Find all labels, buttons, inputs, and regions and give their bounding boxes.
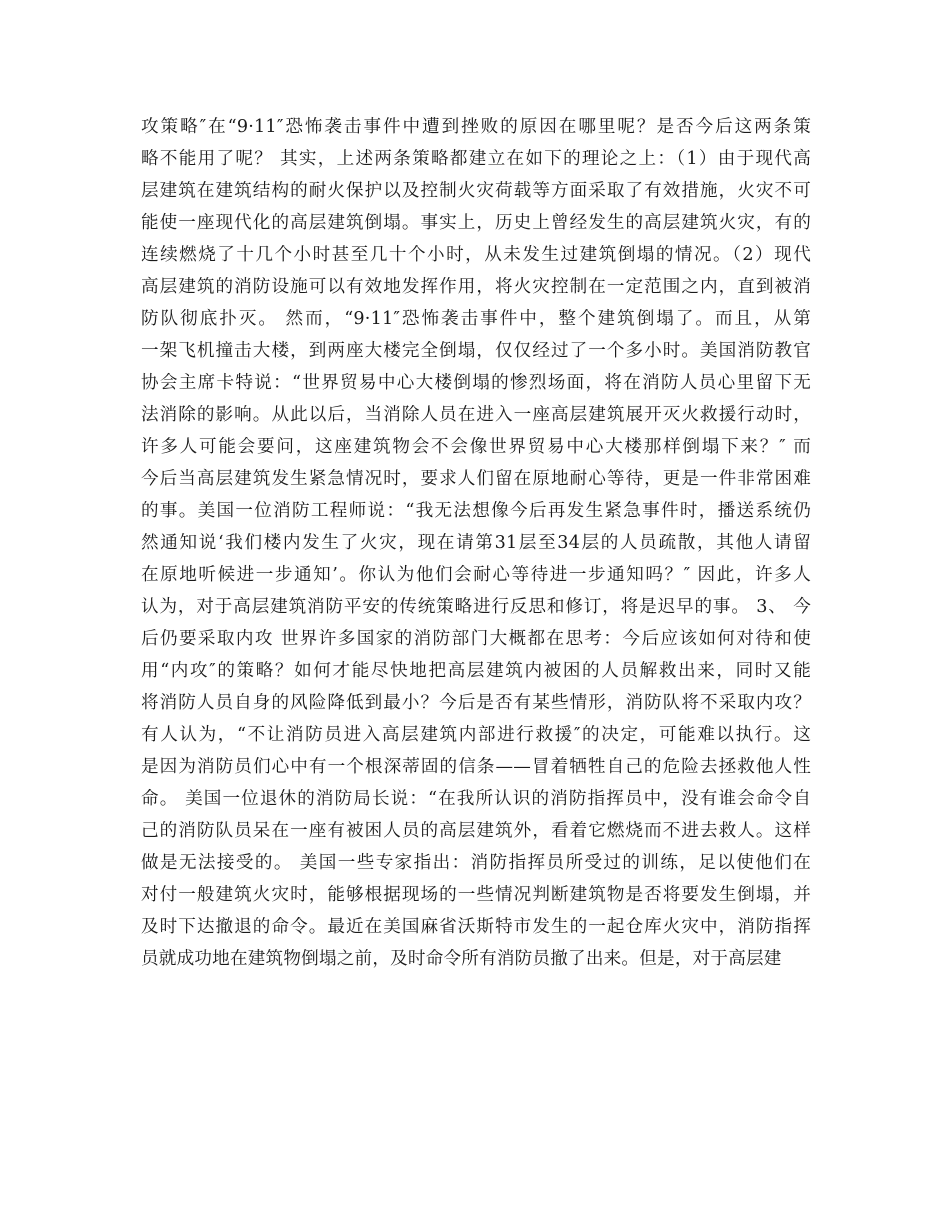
text-line: 己的消防队员呆在一座有被困人员的高层建筑外，看着它燃烧而不进去救人。这样: [141, 821, 811, 841]
text-line: 的事。美国一位消防工程师说：“我无法想像今后再发生紧急事件时，播送系统仍: [141, 501, 811, 521]
body-text: [141, 111, 811, 975]
text-line: 用“内攻″的策略？如何才能尽快地把高层建筑内被困的人员解救出来，同时又能: [141, 661, 811, 681]
text-line: 将消防人员自身的风险降低到最小？今后是否有某些情形，消防队将不采取内攻？: [141, 693, 811, 713]
text-line: 能使一座现代化的高层建筑倒塌。事实上，历史上曾经发生的高层建筑火灾，有的: [141, 213, 811, 233]
text-line: 及时下达撤退的命令。最近在美国麻省沃斯特市发生的一起仓库火灾中，消防指挥: [141, 917, 811, 937]
text-line: 法消除的影响。从此以后，当消除人员在进入一座高层建筑展开灭火救援行动时，: [141, 405, 811, 425]
text-line: 然通知说‘我们楼内发生了火灾，现在请第31层至34层的人员疏散，其他人请留: [141, 533, 811, 553]
text-line: 攻策略″在“9·11″恐怖袭击事件中遭到挫败的原因在哪里呢？是否今后这两条策: [141, 117, 811, 137]
text-line: 做是无法接受的。 美国一些专家指出：消防指挥员所受过的训练，足以使他们在: [141, 853, 811, 873]
text-line: 许多人可能会要问，这座建筑物会不会像世界贸易中心大楼那样倒塌下来？″ 而: [141, 437, 811, 457]
text-line: 认为，对于高层建筑消防平安的传统策略进行反思和修订，将是迟早的事。 3、 今: [141, 597, 811, 617]
text-line: 对付一般建筑火灾时，能够根据现场的一些情况判断建筑物是否将要发生倒塌，并: [141, 885, 811, 905]
text-line: 命。 美国一位退休的消防局长说：“在我所认识的消防指挥员中，没有谁会命令自: [141, 789, 811, 809]
text-line: 有人认为，“不让消防员进入高层建筑内部进行救援″的决定，可能难以执行。这: [141, 725, 811, 745]
text-line: 后仍要采取内攻 世界许多国家的消防部门大概都在思考：今后应该如何对待和使: [141, 629, 811, 649]
text-line: 是因为消防员们心中有一个根深蒂固的信条——冒着牺牲自己的危险去拯救他人性: [141, 757, 811, 777]
text-line: 连续燃烧了十几个小时甚至几十个小时，从未发生过建筑倒塌的情况。（2）现代: [141, 245, 811, 265]
text-line: 层建筑在建筑结构的耐火保护以及控制火灾荷载等方面采取了有效措施，火灾不可: [141, 181, 811, 201]
text-line: 略不能用了呢？ 其实，上述两条策略都建立在如下的理论之上：（1）由于现代高: [141, 149, 811, 169]
text-line: 员就成功地在建筑物倒塌之前，及时命令所有消防员撤了出来。但是，对于高层建: [141, 949, 782, 969]
text-line: 今后当高层建筑发生紧急情况时，要求人们留在原地耐心等待，更是一件非常困难: [141, 469, 811, 489]
text-line: 防队彻底扑灭。 然而，“9·11″恐怖袭击事件中，整个建筑倒塌了。而且，从第: [141, 309, 811, 329]
text-line: 在原地听候进一步通知’。你认为他们会耐心等待进一步通知吗？″ 因此，许多人: [141, 565, 811, 585]
text-line: 协会主席卡特说：“世界贸易中心大楼倒塌的惨烈场面，将在消防人员心里留下无: [141, 373, 811, 393]
text-line: 高层建筑的消防设施可以有效地发挥作用，将火灾控制在一定范围之内，直到被消: [141, 277, 811, 297]
text-line: 一架飞机撞击大楼，到两座大楼完全倒塌，仅仅经过了一个多小时。美国消防教官: [141, 341, 811, 361]
